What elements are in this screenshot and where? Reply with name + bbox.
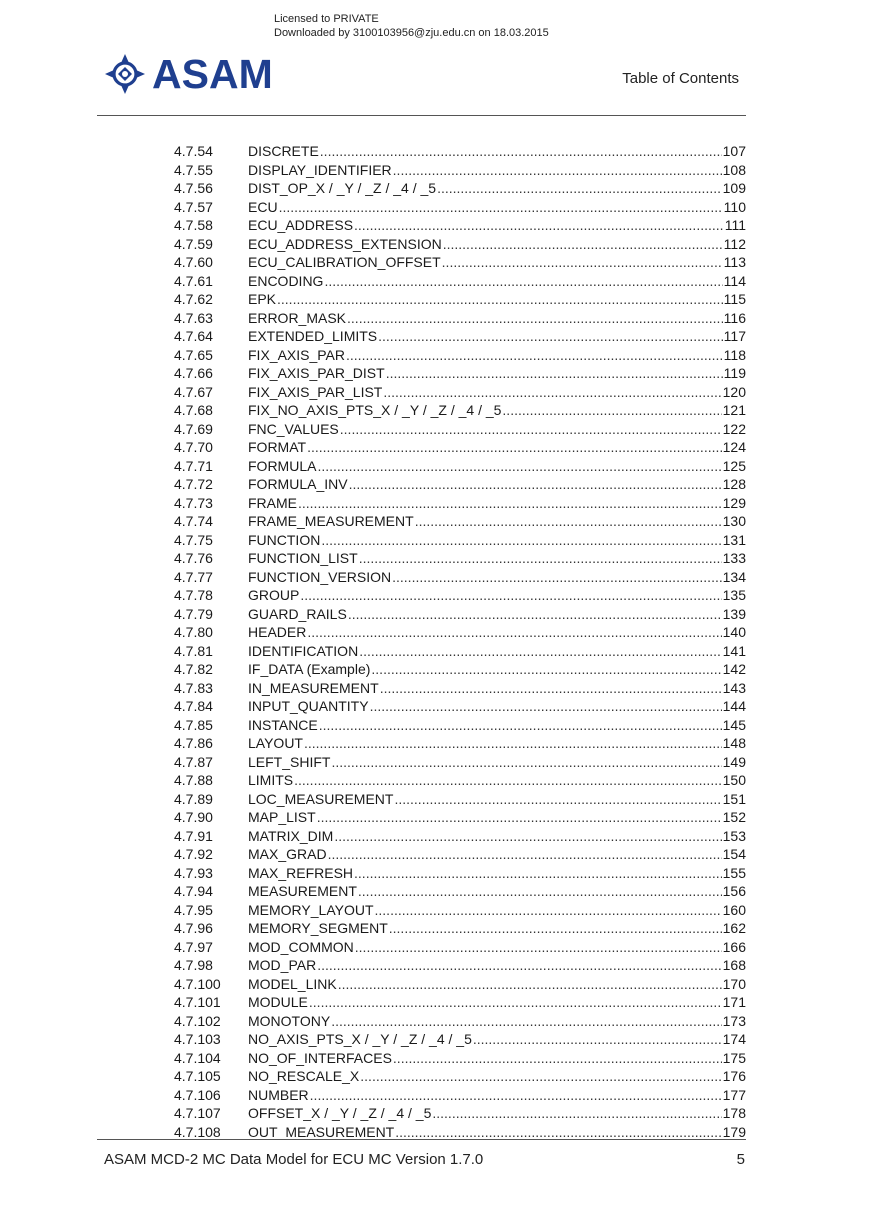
toc-dot-leader	[277, 290, 723, 309]
toc-entry-number: 4.7.88	[174, 772, 213, 788]
toc-entry-title: FUNCTION_LIST	[248, 550, 358, 566]
toc-entry-title: ECU_ADDRESS_EXTENSION	[248, 235, 442, 252]
toc-entry-page: 131	[722, 531, 746, 548]
toc-dot-leader	[324, 272, 722, 291]
license-notice	[274, 12, 549, 40]
toc-entry[interactable]	[174, 179, 746, 198]
toc-entry[interactable]	[174, 642, 746, 661]
toc-entry-page: 168	[722, 957, 746, 973]
toc-dot-leader	[380, 679, 722, 698]
toc-entry-title: NUMBER	[248, 1086, 309, 1103]
logo-text: ASAM	[152, 51, 273, 97]
toc-entry-number: 4.7.70	[174, 439, 213, 455]
toc-entry-page: 129	[722, 494, 746, 511]
toc-entry-number: 4.7.103	[174, 1031, 221, 1047]
toc-entry-page: 116	[723, 309, 746, 326]
toc-entry-number: 4.7.61	[174, 272, 213, 289]
toc-entry-title: EXTENDED_LIMITS	[248, 328, 378, 344]
toc-entry-number: 4.7.76	[174, 550, 213, 566]
toc-dot-leader	[415, 512, 722, 531]
toc-entry-title: FUNCTION_VERSION	[248, 568, 392, 585]
toc-dot-leader	[300, 586, 721, 605]
toc-entry-number: 4.7.77	[174, 568, 213, 585]
toc-entry-page: 130	[722, 513, 746, 529]
toc-entry-number: 4.7.91	[174, 827, 213, 844]
toc-entry-title: ENCODING	[248, 272, 324, 289]
toc-entry-title: FIX_AXIS_PAR_DIST	[248, 365, 385, 381]
toc-entry-title: FIX_AXIS_PAR	[248, 346, 346, 363]
toc-entry[interactable]	[174, 364, 746, 383]
toc-entry-title: OFFSET_X / _Y / _Z / _4 / _5	[248, 1105, 432, 1121]
toc-dot-leader	[317, 457, 721, 476]
toc-entry[interactable]	[174, 457, 746, 476]
toc-dot-leader	[432, 1104, 721, 1123]
toc-entry-title: FNC_VALUES	[248, 420, 339, 437]
toc-entry[interactable]	[174, 475, 746, 494]
toc-entry-page: 156	[722, 883, 746, 899]
toc-dot-leader	[358, 882, 722, 901]
toc-entry[interactable]	[174, 1049, 746, 1068]
toc-entry-title: IN_MEASUREMENT	[248, 679, 379, 696]
toc-dot-leader	[338, 975, 722, 994]
toc-entry-number: 4.7.58	[174, 217, 213, 233]
toc-entry-number: 4.7.100	[174, 975, 221, 992]
toc-dot-leader	[279, 198, 723, 217]
toc-entry-number: 4.7.85	[174, 716, 213, 733]
toc-entry[interactable]	[174, 697, 746, 716]
toc-dot-leader	[346, 346, 723, 365]
toc-dot-leader	[393, 161, 722, 180]
toc-entry[interactable]	[174, 956, 746, 975]
toc-entry[interactable]	[174, 494, 746, 513]
toc-entry-title: MONOTONY	[248, 1012, 331, 1029]
toc-dot-leader	[354, 216, 724, 235]
toc-entry-page: 114	[723, 272, 746, 289]
toc-entry-page: 170	[722, 975, 746, 992]
toc-entry-title: MEASUREMENT	[248, 883, 357, 899]
toc-entry-page: 111	[724, 217, 746, 233]
toc-entry-title: NO_RESCALE_X	[248, 1068, 360, 1084]
toc-entry-page: 128	[722, 476, 746, 492]
toc-entry-page: 110	[723, 198, 746, 215]
toc-entry-page: 141	[722, 642, 746, 659]
toc-entry-number: 4.7.54	[174, 143, 213, 159]
toc-dot-leader	[442, 253, 723, 272]
toc-entry-title: INPUT_QUANTITY	[248, 698, 369, 714]
toc-entry-number: 4.7.78	[174, 587, 213, 603]
toc-entry-title: ECU_ADDRESS	[248, 217, 354, 233]
toc-entry-title: LIMITS	[248, 772, 294, 788]
toc-dot-leader	[378, 327, 723, 346]
toc-entry-title: IF_DATA (Example)	[248, 661, 371, 677]
asam-logo	[104, 52, 273, 96]
toc-entry-page: 107	[722, 143, 746, 159]
toc-entry[interactable]	[174, 790, 746, 809]
toc-entry-page: 121	[722, 402, 746, 418]
asam-logo-icon	[104, 53, 146, 95]
toc-dot-leader	[320, 142, 722, 161]
toc-entry[interactable]	[174, 808, 746, 827]
toc-dot-leader	[307, 438, 722, 457]
toc-entry-title: FIX_NO_AXIS_PTS_X / _Y / _Z / _4 / _5	[248, 402, 502, 418]
toc-entry[interactable]	[174, 549, 746, 568]
toc-entry-number: 4.7.64	[174, 328, 213, 344]
toc-entry[interactable]	[174, 679, 746, 698]
toc-dot-leader	[371, 660, 721, 679]
toc-dot-leader	[317, 956, 721, 975]
toc-dot-leader	[310, 1086, 722, 1105]
toc-entry-title: MAX_GRAD	[248, 846, 327, 862]
toc-entry-number: 4.7.65	[174, 346, 213, 363]
toc-entry-number: 4.7.60	[174, 254, 213, 270]
toc-entry-number: 4.7.106	[174, 1086, 221, 1103]
toc-entry-number: 4.7.93	[174, 864, 213, 881]
toc-entry-number: 4.7.62	[174, 291, 213, 307]
toc-entry-number: 4.7.86	[174, 735, 213, 751]
toc-dot-leader	[375, 901, 722, 920]
toc-dot-leader	[319, 716, 722, 735]
toc-dot-leader	[294, 771, 722, 790]
toc-entry-title: ECU_CALIBRATION_OFFSET	[248, 254, 441, 270]
toc-dot-leader	[370, 697, 722, 716]
toc-entry-page: 162	[722, 920, 746, 936]
toc-entry-page: 150	[722, 772, 746, 788]
toc-entry-number: 4.7.79	[174, 605, 213, 622]
toc-entry[interactable]	[174, 216, 746, 235]
toc-dot-leader	[334, 827, 721, 846]
toc-entry[interactable]	[174, 420, 746, 439]
toc-entry-page: 119	[723, 365, 746, 381]
toc-entry[interactable]	[174, 605, 746, 624]
toc-entry[interactable]	[174, 272, 746, 291]
toc-entry-number: 4.7.81	[174, 642, 213, 659]
toc-entry-number: 4.7.104	[174, 1049, 221, 1066]
toc-entry-title: OUT_MEASUREMENT	[248, 1123, 395, 1140]
toc-dot-leader	[502, 401, 721, 420]
toc-entry[interactable]	[174, 993, 746, 1012]
toc-entry-title: FORMULA	[248, 457, 317, 474]
toc-dot-leader	[298, 494, 722, 513]
toc-dot-leader	[347, 309, 723, 328]
toc-entry-title: ERROR_MASK	[248, 309, 347, 326]
toc-entry-title: NO_AXIS_PTS_X / _Y / _Z / _4 / _5	[248, 1031, 472, 1047]
toc-entry-title: FRAME_MEASUREMENT	[248, 513, 414, 529]
toc-entry[interactable]	[174, 235, 746, 254]
toc-entry-page: 148	[722, 735, 746, 751]
toc-entry-page: 160	[722, 901, 746, 918]
toc-entry[interactable]	[174, 401, 746, 420]
toc-entry[interactable]	[174, 716, 746, 735]
toc-entry-page: 178	[722, 1105, 746, 1121]
toc-dot-leader	[392, 568, 722, 587]
toc-dot-leader	[328, 845, 722, 864]
toc-entry-number: 4.7.59	[174, 235, 213, 252]
toc-entry-number: 4.7.105	[174, 1068, 221, 1084]
download-line: Downloaded by 3100103956@zju.edu.cn on 18.03.2015	[274, 27, 549, 39]
toc-entry-title: MAX_REFRESH	[248, 864, 354, 881]
toc-entry[interactable]	[174, 383, 746, 402]
toc-entry-number: 4.7.84	[174, 698, 213, 714]
toc-dot-leader	[360, 1067, 721, 1086]
toc-entry-title: FORMULA_INV	[248, 476, 348, 492]
toc-dot-leader	[437, 179, 722, 198]
toc-entry[interactable]	[174, 882, 746, 901]
toc-dot-leader	[331, 1012, 721, 1031]
toc-entry[interactable]	[174, 438, 746, 457]
toc-entry-number: 4.7.74	[174, 513, 213, 529]
toc-entry-title: MODULE	[248, 994, 308, 1010]
toc-entry-number: 4.7.72	[174, 476, 213, 492]
toc-entry-page: 173	[722, 1012, 746, 1029]
table-of-contents	[174, 142, 746, 1141]
toc-entry[interactable]	[174, 864, 746, 883]
toc-entry-page: 166	[722, 938, 746, 955]
toc-entry[interactable]	[174, 531, 746, 550]
toc-entry-number: 4.7.90	[174, 809, 213, 825]
toc-entry-page: 118	[723, 346, 746, 363]
toc-entry-title: EPK	[248, 291, 277, 307]
toc-dot-leader	[389, 919, 722, 938]
toc-dot-leader	[359, 642, 721, 661]
toc-entry-number: 4.7.71	[174, 457, 213, 474]
toc-entry-page: 117	[723, 328, 746, 344]
toc-entry-title: HEADER	[248, 624, 307, 640]
toc-dot-leader	[383, 383, 721, 402]
toc-entry-page: 142	[722, 661, 746, 677]
footer-page-number: 5	[736, 1151, 745, 1168]
toc-entry-number: 4.7.82	[174, 661, 213, 677]
toc-dot-leader	[331, 753, 721, 772]
toc-entry[interactable]	[174, 568, 746, 587]
toc-entry-number: 4.7.57	[174, 198, 213, 215]
toc-entry-page: 155	[722, 864, 746, 881]
toc-dot-leader	[473, 1030, 722, 1049]
toc-entry[interactable]	[174, 198, 746, 217]
toc-entry-title: LOC_MEASUREMENT	[248, 790, 394, 807]
toc-dot-leader	[349, 475, 722, 494]
toc-entry-title: FRAME	[248, 494, 297, 511]
section-title: Table of Contents	[622, 70, 739, 87]
toc-entry[interactable]	[174, 1030, 746, 1049]
toc-entry-number: 4.7.87	[174, 753, 213, 770]
toc-entry[interactable]	[174, 975, 746, 994]
toc-entry-page: 109	[722, 180, 746, 196]
toc-entry[interactable]	[174, 1067, 746, 1086]
toc-entry-page: 125	[722, 457, 746, 474]
toc-entry-title: MOD_COMMON	[248, 938, 354, 955]
toc-entry-number: 4.7.108	[174, 1123, 221, 1140]
toc-entry-page: 139	[722, 605, 746, 622]
toc-entry-page: 149	[722, 753, 746, 770]
toc-entry-page: 113	[723, 254, 746, 270]
toc-entry-title: IDENTIFICATION	[248, 642, 359, 659]
toc-entry-number: 4.7.96	[174, 920, 213, 936]
toc-entry-number: 4.7.107	[174, 1105, 221, 1121]
toc-entry[interactable]	[174, 512, 746, 531]
toc-entry-page: 175	[722, 1049, 746, 1066]
toc-entry-title: MOD_PAR	[248, 957, 317, 973]
toc-entry-page: 176	[722, 1068, 746, 1084]
toc-entry-title: MEMORY_LAYOUT	[248, 901, 374, 918]
toc-entry[interactable]	[174, 309, 746, 328]
toc-entry-page: 135	[722, 587, 746, 603]
toc-entry[interactable]	[174, 827, 746, 846]
toc-entry[interactable]	[174, 142, 746, 161]
toc-entry[interactable]	[174, 938, 746, 957]
toc-entry-title: DISCRETE	[248, 143, 319, 159]
toc-entry-page: 145	[722, 716, 746, 733]
toc-dot-leader	[348, 605, 722, 624]
toc-entry-number: 4.7.73	[174, 494, 213, 511]
toc-entry-title: INSTANCE	[248, 716, 318, 733]
toc-entry-number: 4.7.95	[174, 901, 213, 918]
toc-entry-title: GUARD_RAILS	[248, 605, 347, 622]
toc-entry-number: 4.7.55	[174, 161, 213, 178]
toc-dot-leader	[386, 364, 723, 383]
toc-entry[interactable]	[174, 1104, 746, 1123]
toc-entry[interactable]	[174, 901, 746, 920]
toc-dot-leader	[355, 938, 722, 957]
toc-entry-number: 4.7.80	[174, 624, 213, 640]
toc-dot-leader	[394, 790, 721, 809]
toc-entry-title: DISPLAY_IDENTIFIER	[248, 161, 392, 178]
toc-entry-page: 151	[722, 790, 746, 807]
toc-entry[interactable]	[174, 586, 746, 605]
toc-entry[interactable]	[174, 845, 746, 864]
toc-entry-title: FUNCTION	[248, 531, 321, 548]
toc-dot-leader	[393, 1049, 722, 1068]
toc-entry-title: FIX_AXIS_PAR_LIST	[248, 383, 383, 400]
toc-entry-page: 174	[722, 1031, 746, 1047]
toc-entry-number: 4.7.102	[174, 1012, 221, 1029]
toc-dot-leader	[354, 864, 722, 883]
toc-entry-page: 153	[722, 827, 746, 844]
toc-dot-leader	[304, 734, 722, 753]
toc-entry-title: MEMORY_SEGMENT	[248, 920, 388, 936]
toc-entry[interactable]	[174, 161, 746, 180]
toc-entry-title: LAYOUT	[248, 735, 303, 751]
toc-entry-title: MAP_LIST	[248, 809, 316, 825]
toc-entry-page: 134	[722, 568, 746, 585]
toc-entry-number: 4.7.98	[174, 957, 213, 973]
toc-dot-leader	[443, 235, 723, 254]
toc-entry[interactable]	[174, 919, 746, 938]
toc-entry-page: 154	[722, 846, 746, 862]
toc-entry-title: FORMAT	[248, 439, 307, 455]
toc-entry-number: 4.7.92	[174, 846, 213, 862]
toc-entry-number: 4.7.69	[174, 420, 213, 437]
toc-entry-number: 4.7.67	[174, 383, 213, 400]
toc-entry-number: 4.7.56	[174, 180, 213, 196]
toc-dot-leader	[317, 808, 722, 827]
toc-entry-title: DIST_OP_X / _Y / _Z / _4 / _5	[248, 180, 437, 196]
toc-dot-leader	[307, 623, 721, 642]
toc-entry-page: 171	[722, 994, 746, 1010]
toc-entry-page: 133	[722, 550, 746, 566]
footer-divider	[97, 1139, 746, 1140]
toc-dot-leader	[359, 549, 722, 568]
toc-dot-leader	[309, 993, 722, 1012]
toc-entry-number: 4.7.83	[174, 679, 213, 696]
toc-entry[interactable]	[174, 1012, 746, 1031]
toc-entry-number: 4.7.68	[174, 402, 213, 418]
toc-entry-number: 4.7.66	[174, 365, 213, 381]
toc-entry-title: GROUP	[248, 587, 300, 603]
toc-entry-page: 122	[722, 420, 746, 437]
footer-document-title: ASAM MCD-2 MC Data Model for ECU MC Version 1.7.0	[104, 1151, 484, 1168]
toc-entry-page: 120	[722, 383, 746, 400]
toc-entry-page: 108	[722, 161, 746, 178]
toc-entry-title: LEFT_SHIFT	[248, 753, 331, 770]
toc-entry-title: MODEL_LINK	[248, 975, 337, 992]
header-divider	[97, 115, 746, 116]
toc-entry-page: 144	[722, 698, 746, 714]
toc-entry[interactable]	[174, 290, 746, 309]
toc-entry[interactable]	[174, 771, 746, 790]
toc-entry-page: 124	[722, 439, 746, 455]
toc-entry-number: 4.7.97	[174, 938, 213, 955]
toc-entry[interactable]	[174, 346, 746, 365]
toc-entry-title: MATRIX_DIM	[248, 827, 334, 844]
toc-entry[interactable]	[174, 327, 746, 346]
toc-entry[interactable]	[174, 623, 746, 642]
toc-entry-number: 4.7.94	[174, 883, 213, 899]
toc-entry-title: ECU	[248, 198, 278, 215]
toc-entry-number: 4.7.63	[174, 309, 213, 326]
toc-entry-page: 140	[722, 624, 746, 640]
toc-entry-page: 177	[722, 1086, 746, 1103]
toc-entry-number: 4.7.89	[174, 790, 213, 807]
toc-dot-leader	[321, 531, 721, 550]
toc-entry-page: 115	[723, 291, 746, 307]
toc-entry-page: 152	[722, 809, 746, 825]
toc-entry[interactable]	[174, 253, 746, 272]
toc-entry[interactable]	[174, 660, 746, 679]
toc-entry-number: 4.7.101	[174, 994, 221, 1010]
toc-entry[interactable]	[174, 753, 746, 772]
toc-entry-title: NO_OF_INTERFACES	[248, 1049, 392, 1066]
toc-entry-number: 4.7.75	[174, 531, 213, 548]
toc-entry[interactable]	[174, 1086, 746, 1105]
toc-entry-page: 179	[722, 1123, 746, 1140]
toc-entry[interactable]	[174, 734, 746, 753]
toc-entry-page: 112	[723, 235, 746, 252]
toc-dot-leader	[340, 420, 722, 439]
license-line: Licensed to PRIVATE	[274, 13, 379, 25]
toc-entry-page: 143	[722, 679, 746, 696]
